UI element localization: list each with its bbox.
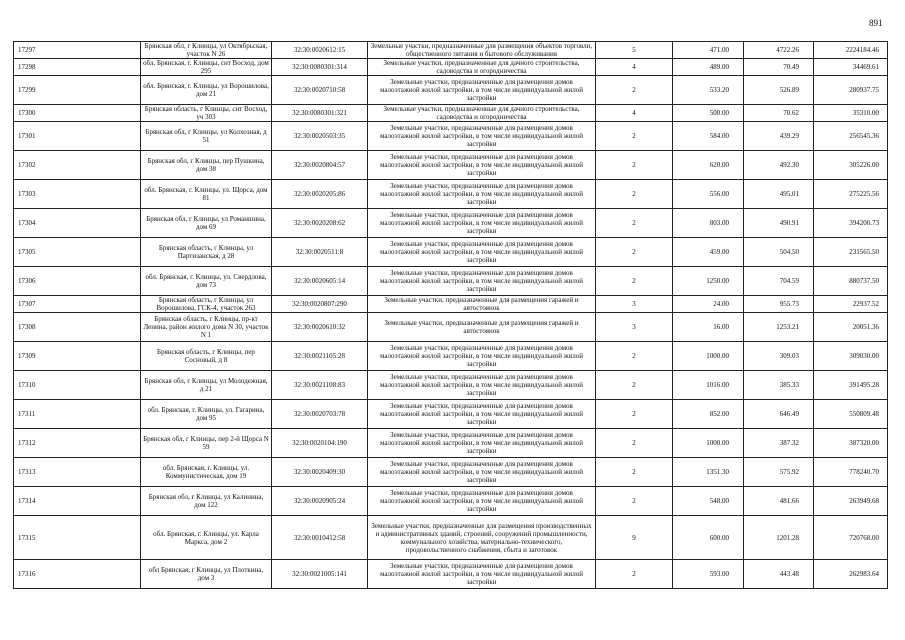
cadastral-value-cell: 2224184.46 <box>814 42 888 59</box>
address-cell: обл. Брянская, г. Клинцы, ул. Коммунистическая, дом 19 <box>141 458 272 487</box>
cadastral-number-cell: 32:30:0020605:14 <box>272 267 368 296</box>
land-use-cell: Земельные участки, предназначенные для размещения домов малоэтажной жилой застройки, в том числе индивидуальной жилой застройки <box>368 180 596 209</box>
land-use-cell: Земельные участки, предназначенные для дачного строительства, садоводства и огородничества <box>368 105 596 122</box>
specific-value-cell: 481.66 <box>744 487 814 516</box>
specific-value-cell: 1253.21 <box>744 313 814 342</box>
specific-value-cell: 1201.28 <box>744 516 814 560</box>
cadastral-number-cell: 32:30:0020905:24 <box>272 487 368 516</box>
cadastral-number-cell: 32:30:0080301:321 <box>272 105 368 122</box>
cadastral-number-cell: 32:30:0020208:62 <box>272 209 368 238</box>
cadastral-number-cell: 32:30:0020104:190 <box>272 429 368 458</box>
use-group-cell: 4 <box>596 59 673 76</box>
land-use-cell: Земельные участки, предназначенные для размещения домов малоэтажной жилой застройки, в том числе индивидуальной жилой застройки <box>368 560 596 589</box>
row-number: 17306 <box>14 267 141 296</box>
cadastral-value-cell: 256545.36 <box>814 122 888 151</box>
address-cell: обл. Брянская, г. Клинцы, ул. Щорса, дом 81 <box>141 180 272 209</box>
land-use-cell: Земельные участки, предназначенные для размещения домов малоэтажной жилой застройки, в том числе индивидуальной жилой застройки <box>368 209 596 238</box>
table-row <box>14 458 888 487</box>
specific-value-cell: 492.30 <box>744 151 814 180</box>
area-cell: 1351.30 <box>673 458 744 487</box>
area-cell: 459.00 <box>673 238 744 267</box>
cadastral-value-cell: 20051.36 <box>814 313 888 342</box>
address-cell: Брянская область, г Клинцы, пер Сосновый, д 8 <box>141 342 272 371</box>
cadastral-number-cell: 32:30:0020409:30 <box>272 458 368 487</box>
row-number: 17308 <box>14 313 141 342</box>
address-cell: Брянская обл, г Клинцы, пер 2-й Щорса N 59 <box>141 429 272 458</box>
land-use-cell: Земельные участки, предназначенные для размещения домов малоэтажной жилой застройки, в том числе индивидуальной жилой застройки <box>368 122 596 151</box>
address-cell: Брянская обл, г Клинцы, ул Молодежная, д 21 <box>141 371 272 400</box>
address-cell: Брянская обл, г Клинцы, ул Романшина, дом 69 <box>141 209 272 238</box>
cadastral-value-cell: 387320.00 <box>814 429 888 458</box>
address-cell: Брянская обл, г Клинцы, ул Октябрьская, участок N 26 <box>141 42 272 59</box>
row-number: 17314 <box>14 487 141 516</box>
area-cell: 1000.00 <box>673 429 744 458</box>
cadastral-value-cell: 35310.00 <box>814 105 888 122</box>
land-use-cell: Земельные участки, предназначенные для размещения домов малоэтажной жилой застройки, в том числе индивидуальной жилой застройки <box>368 487 596 516</box>
use-group-cell: 2 <box>596 458 673 487</box>
use-group-cell: 2 <box>596 560 673 589</box>
cadastral-number-cell: 32:30:0021005:141 <box>272 560 368 589</box>
specific-value-cell: 704.59 <box>744 267 814 296</box>
land-use-cell: Земельные участки, предназначенные для размещения гаражей и автостоянок <box>368 313 596 342</box>
row-number: 17305 <box>14 238 141 267</box>
cadastral-number-cell: 32:30:0020710:58 <box>272 76 368 105</box>
cadastral-value-cell: 275225.56 <box>814 180 888 209</box>
use-group-cell: 2 <box>596 487 673 516</box>
specific-value-cell: 490.91 <box>744 209 814 238</box>
row-number: 17310 <box>14 371 141 400</box>
land-use-cell: Земельные участки, предназначенные для размещения домов малоэтажной жилой застройки, в том числе индивидуальной жилой застройки <box>368 267 596 296</box>
use-group-cell: 2 <box>596 342 673 371</box>
address-cell: Брянская область, г Клинцы, пр-кт Ленина, район жилого дома N 30, участок N 1 <box>141 313 272 342</box>
row-number: 17304 <box>14 209 141 238</box>
use-group-cell: 9 <box>596 516 673 560</box>
address-cell: Брянская обл, г Клинцы, ул Калинина, дом 122 <box>141 487 272 516</box>
cadastral-value-cell: 263949.68 <box>814 487 888 516</box>
row-number: 17312 <box>14 429 141 458</box>
cadastral-value-cell: 880737.50 <box>814 267 888 296</box>
cadastral-number-cell: 32:30:0020503:35 <box>272 122 368 151</box>
land-use-cell: Земельные участки, предназначенные для размещения домов малоэтажной жилой застройки, в том числе индивидуальной жилой застройки <box>368 342 596 371</box>
area-cell: 1000.00 <box>673 342 744 371</box>
area-cell: 489.00 <box>673 59 744 76</box>
area-cell: 1016.00 <box>673 371 744 400</box>
address-cell: Брянская область, г Клинцы, ул Партизанская, д 28 <box>141 238 272 267</box>
cadastral-number-cell: 32:30:0020703:78 <box>272 400 368 429</box>
area-cell: 533.20 <box>673 76 744 105</box>
land-use-cell: Земельные участки, предназначенные для размещения домов малоэтажной жилой застройки, в том числе индивидуальной жилой застройки <box>368 400 596 429</box>
use-group-cell: 2 <box>596 429 673 458</box>
table-row <box>14 516 888 560</box>
area-cell: 620.00 <box>673 151 744 180</box>
table-row <box>14 238 888 267</box>
use-group-cell: 5 <box>596 42 673 59</box>
cadastral-value-cell: 720768.00 <box>814 516 888 560</box>
cadastral-number-cell: 32:30:0020612:15 <box>272 42 368 59</box>
land-use-cell: Земельные участки, предназначенные для размещения домов малоэтажной жилой застройки, в том числе индивидуальной жилой застройки <box>368 151 596 180</box>
land-use-cell: Земельные участки, предназначенные для размещения домов малоэтажной жилой застройки, в том числе индивидуальной жилой застройки <box>368 371 596 400</box>
address-cell: Брянская обл, г Клинцы, пер Пушкина, дом 38 <box>141 151 272 180</box>
land-use-cell: Земельные участки, предназначенные для размещения домов малоэтажной жилой застройки, в том числе индивидуальной жилой застройки <box>368 458 596 487</box>
table-row <box>14 487 888 516</box>
address-cell: обл. Брянская, г. Клинцы, ул. Свердлова, дом 73 <box>141 267 272 296</box>
area-cell: 500.00 <box>673 105 744 122</box>
specific-value-cell: 309.03 <box>744 342 814 371</box>
area-cell: 584.00 <box>673 122 744 151</box>
cadastral-value-cell: 262983.64 <box>814 560 888 589</box>
table-row <box>14 371 888 400</box>
cadastral-value-cell: 391495.28 <box>814 371 888 400</box>
specific-value-cell: 70.49 <box>744 59 814 76</box>
table-row <box>14 105 888 122</box>
use-group-cell: 2 <box>596 76 673 105</box>
address-cell: Брянская область, г Клинцы, снт Восход, уч 303 <box>141 105 272 122</box>
specific-value-cell: 646.49 <box>744 400 814 429</box>
area-cell: 852.00 <box>673 400 744 429</box>
area-cell: 556.00 <box>673 180 744 209</box>
land-use-cell: Земельные участки, предназначенные для размещения гаражей и автостоянок <box>368 296 596 313</box>
row-number: 17313 <box>14 458 141 487</box>
page-number: 891 <box>869 18 883 28</box>
address-cell: обл. Брянская, г. Клинцы, ул. Карла Маркса, дом 2 <box>141 516 272 560</box>
table-row <box>14 209 888 238</box>
area-cell: 548.00 <box>673 487 744 516</box>
specific-value-cell: 575.92 <box>744 458 814 487</box>
cadastral-value-cell: 22937.52 <box>814 296 888 313</box>
cadastral-value-cell: 34469.61 <box>814 59 888 76</box>
table-row <box>14 42 888 59</box>
cadastral-number-cell: 32:30:0010412:58 <box>272 516 368 560</box>
address-cell: обл. Брянская, г. Клинцы, снт Восход, дом 295 <box>141 59 272 76</box>
specific-value-cell: 4722.26 <box>744 42 814 59</box>
table-row <box>14 76 888 105</box>
land-use-cell: Земельные участки, предназначенные для дачного строительства, садоводства и огородничества <box>368 59 596 76</box>
cadastral-number-cell: 32:30:0080301:314 <box>272 59 368 76</box>
area-cell: 600.00 <box>673 516 744 560</box>
cadastral-value-cell: 231565.50 <box>814 238 888 267</box>
row-number: 17315 <box>14 516 141 560</box>
table-row <box>14 429 888 458</box>
row-number: 17316 <box>14 560 141 589</box>
land-use-cell: Земельные участки, предназначенные для размещения домов малоэтажной жилой застройки, в том числе индивидуальной жилой застройки <box>368 76 596 105</box>
area-cell: 593.00 <box>673 560 744 589</box>
specific-value-cell: 526.89 <box>744 76 814 105</box>
use-group-cell: 4 <box>596 105 673 122</box>
land-use-cell: Земельные участки, предназначенные для размещения домов малоэтажной жилой застройки, в том числе индивидуальной жилой застройки <box>368 238 596 267</box>
row-number: 17300 <box>14 105 141 122</box>
table-row <box>14 400 888 429</box>
specific-value-cell: 504.50 <box>744 238 814 267</box>
table-row <box>14 180 888 209</box>
cadastral-number-cell: 32:30:0020610:32 <box>272 313 368 342</box>
cadastral-value-table <box>13 41 888 589</box>
use-group-cell: 2 <box>596 122 673 151</box>
specific-value-cell: 439.29 <box>744 122 814 151</box>
table-row <box>14 122 888 151</box>
specific-value-cell: 70.62 <box>744 105 814 122</box>
row-number: 17298 <box>14 59 141 76</box>
use-group-cell: 2 <box>596 238 673 267</box>
use-group-cell: 2 <box>596 209 673 238</box>
specific-value-cell: 387.32 <box>744 429 814 458</box>
area-cell: 24.00 <box>673 296 744 313</box>
address-cell: Брянская область, г Клинцы, ул Ворошилова, ГСК-4, участок 263 <box>141 296 272 313</box>
use-group-cell: 2 <box>596 371 673 400</box>
land-use-cell: Земельные участки, предназначенные для размещения объектов торговли, общественного питания и бытового обслуживания <box>368 42 596 59</box>
row-number: 17311 <box>14 400 141 429</box>
cadastral-value-cell: 309030.00 <box>814 342 888 371</box>
cadastral-value-cell: 778240.70 <box>814 458 888 487</box>
table-row <box>14 342 888 371</box>
cadastral-value-cell: 280937.75 <box>814 76 888 105</box>
table-row <box>14 267 888 296</box>
cadastral-value-cell: 550809.48 <box>814 400 888 429</box>
table-row <box>14 151 888 180</box>
cadastral-number-cell: 32:30:0021105:28 <box>272 342 368 371</box>
area-cell: 471.00 <box>673 42 744 59</box>
address-cell: обл. Брянская, г. Клинцы, ул. Гагарина, дом 95 <box>141 400 272 429</box>
use-group-cell: 2 <box>596 400 673 429</box>
cadastral-number-cell: 32:30:0020511:8 <box>272 238 368 267</box>
specific-value-cell: 955.73 <box>744 296 814 313</box>
row-number: 17307 <box>14 296 141 313</box>
use-group-cell: 3 <box>596 296 673 313</box>
cadastral-value-cell: 394200.73 <box>814 209 888 238</box>
address-cell: Брянская обл, г Клинцы, ул Колхозная, д 51 <box>141 122 272 151</box>
specific-value-cell: 385.33 <box>744 371 814 400</box>
row-number: 17297 <box>14 42 141 59</box>
table-row <box>14 560 888 589</box>
row-number: 17309 <box>14 342 141 371</box>
area-cell: 803.00 <box>673 209 744 238</box>
land-use-cell: Земельные участки, предназначенные для размещения производственных и административных зданий, строений, сооружений промышленности, коммунального хозяйства, материально-технического, продовольственного снабжения, сбыта и заготовок <box>368 516 596 560</box>
table-row <box>14 313 888 342</box>
area-cell: 16.00 <box>673 313 744 342</box>
area-cell: 1250.00 <box>673 267 744 296</box>
use-group-cell: 2 <box>596 151 673 180</box>
cadastral-number-cell: 32:30:0021108:83 <box>272 371 368 400</box>
row-number: 17302 <box>14 151 141 180</box>
cadastral-value-cell: 305226.00 <box>814 151 888 180</box>
row-number: 17301 <box>14 122 141 151</box>
use-group-cell: 2 <box>596 267 673 296</box>
use-group-cell: 3 <box>596 313 673 342</box>
address-cell: обл. Брянская, г. Клинцы, ул Ворошилова, дом 21 <box>141 76 272 105</box>
row-number: 17303 <box>14 180 141 209</box>
cadastral-number-cell: 32:30:0020205:86 <box>272 180 368 209</box>
use-group-cell: 2 <box>596 180 673 209</box>
specific-value-cell: 495.01 <box>744 180 814 209</box>
table-body <box>14 42 888 589</box>
row-number: 17299 <box>14 76 141 105</box>
cadastral-number-cell: 32:30:0020804:57 <box>272 151 368 180</box>
specific-value-cell: 443.48 <box>744 560 814 589</box>
table-row <box>14 296 888 313</box>
land-use-cell: Земельные участки, предназначенные для размещения домов малоэтажной жилой застройки, в том числе индивидуальной жилой застройки <box>368 429 596 458</box>
address-cell: обл Брянская, г Клинцы, ул Плоткина, дом 3 <box>141 560 272 589</box>
cadastral-number-cell: 32:30:0020807:290 <box>272 296 368 313</box>
table-row <box>14 59 888 76</box>
